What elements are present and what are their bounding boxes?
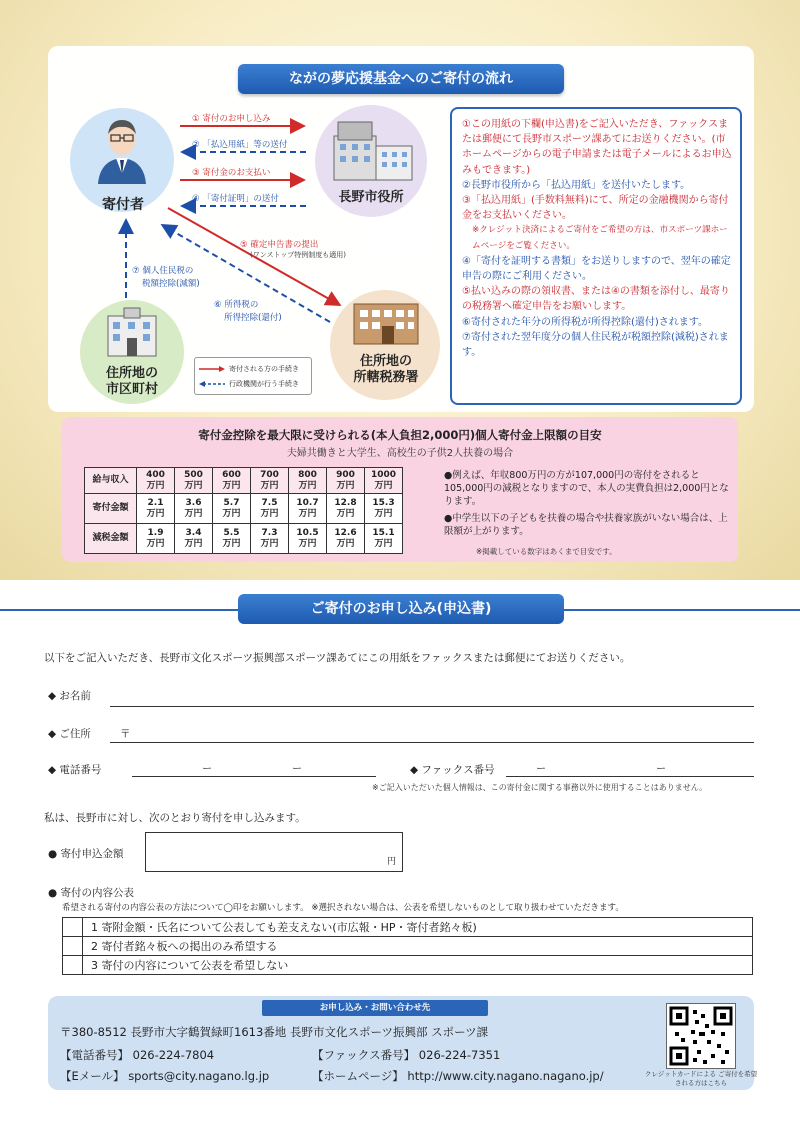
table-row — [63, 918, 753, 937]
flow-title: ながの夢応援基金へのご寄付の流れ — [238, 64, 564, 94]
step-text-3: ③「払込用紙」(手数料無料)にて、所定の金融機関から寄付金をお支払いください。 — [462, 195, 729, 222]
contact-email[interactable]: 【Eメール】 sports@city.nagano.lg.jp — [60, 1069, 270, 1083]
option-1-mark[interactable] — [63, 918, 83, 937]
flow-diagram — [60, 100, 440, 405]
row-header: 給与収入 — [85, 468, 137, 494]
limits-note-2: ●中学生以下の子どもを扶養の場合や扶養家族がいない場合は、上限額が上がります。 — [444, 513, 728, 537]
limits-note-1: ●例えば、年収800万円の方が107,000円の寄付をされると105,000円の減税となりますので、本人の実費負担は2,000円となります。 — [444, 470, 729, 507]
fax-dash-2: ー — [656, 764, 666, 775]
tax-office-label-1: 住所地の — [359, 354, 412, 369]
phone-dash-2: ー — [292, 764, 302, 775]
publish-options — [62, 917, 753, 975]
option-2[interactable]: 2 寄付者銘々板への掲出のみ希望する — [83, 937, 753, 956]
phone-label: ◆ 電話番号 — [48, 764, 102, 776]
amount-input[interactable] — [145, 832, 403, 872]
step7-label-1: ⑦ 個人住民税の — [132, 266, 194, 276]
limits-subtitle: 夫婦共働きと大学生、高校生の子供2人扶養の場合 — [286, 448, 514, 459]
form-title: ご寄付のお申し込み(申込書) — [238, 594, 564, 624]
fax-dash-1: ー — [536, 764, 546, 775]
table-row — [63, 937, 753, 956]
contact-tag: お申し込み・お問い合わせ先 — [262, 1000, 488, 1016]
step-text-5: ⑤払い込みの際の領収書、または④の書類を添付し、最寄りの税務署へ確定申告をお願いします。 — [462, 286, 730, 313]
donation-cell: 5.7 万円 — [213, 494, 251, 524]
income-cell: 600 万円 — [213, 468, 251, 494]
fax-label: ◆ ファックス番号 — [410, 764, 495, 776]
step4-label: ④ 「寄付証明」の送付 — [192, 194, 279, 204]
step-text-6: ⑥寄付された年分の所得税が所得控除(還付)されます。 — [462, 316, 708, 328]
fax-field[interactable] — [506, 776, 754, 777]
step2-label: ② 「払込用紙」等の送付 — [192, 140, 288, 150]
town-label-1: 住所地の — [105, 366, 158, 381]
contact-web[interactable]: 【ホームページ】 http://www.city.nagano.nagano.jp/ — [312, 1069, 604, 1083]
row-header: 減税金額 — [85, 524, 137, 554]
step1-label: ① 寄付のお申し込み — [192, 114, 271, 124]
limits-table — [84, 467, 403, 554]
step3-label: ③ 寄付金のお支払い — [192, 168, 271, 178]
option-3[interactable]: 3 寄付の内容について公表を希望しない — [83, 956, 753, 975]
reduction-cell: 10.5 万円 — [289, 524, 327, 554]
step6-label-2: 所得控除(還付) — [224, 313, 282, 323]
reduction-cell: 5.5 万円 — [213, 524, 251, 554]
reduction-cell: 3.4 万円 — [175, 524, 213, 554]
postal-mark: 〒 — [120, 728, 131, 740]
option-3-mark[interactable] — [63, 956, 83, 975]
city-hall-label: 長野市役所 — [338, 190, 404, 205]
legend-red-arrow-icon — [199, 366, 225, 372]
step5-note: (ワンストップ特例制度も適用) — [250, 251, 347, 259]
contact-fax: 【ファックス番号】 026-224-7351 — [312, 1048, 501, 1062]
pledge-text: 私は、長野市に対し、次のとおり寄付を申し込みます。 — [44, 812, 306, 824]
qr-code-icon[interactable] — [666, 1003, 736, 1069]
limits-disclaimer: ※掲載している数字はあくまで目安です。 — [476, 547, 617, 556]
phone-dash-1: ー — [202, 764, 212, 775]
legend-blue-arrow-icon — [199, 381, 225, 387]
legend-red-label: 寄付される方の手続き — [229, 364, 299, 373]
qr-caption: クレジットカードによる ご寄付を希望される方はこちら — [644, 1070, 758, 1087]
donation-cell: 15.3 万円 — [365, 494, 403, 524]
yen-unit: 円 — [386, 857, 396, 867]
phone-field[interactable] — [132, 776, 376, 777]
tax-office-label-2: 所轄税務署 — [353, 370, 419, 385]
limits-title: 寄付金控除を最大限に受けられる(本人負担2,000円)個人寄付金上限額の目安 — [198, 428, 602, 442]
income-cell: 400 万円 — [137, 468, 175, 494]
address-field[interactable] — [110, 742, 754, 743]
donor-label: 寄付者 — [102, 197, 144, 213]
flow-legend — [194, 357, 312, 395]
contact-address: 〒380-8512 長野市大字鶴賀緑町1613番地 長野市文化スポーツ振興部 スポーツ課 — [60, 1025, 489, 1039]
publish-note: 希望される寄付の内容公表の方法について◯印をお願いします。 ※選択されない場合は、公表を希望しないものとして取り扱わせていただきます。 — [62, 903, 624, 913]
step7-label-2: 税額控除(減額) — [142, 279, 200, 289]
qr-code-pattern — [667, 1004, 735, 1068]
step6-label-1: ⑥ 所得税の — [214, 300, 259, 310]
name-label: ◆ お名前 — [48, 690, 91, 702]
address-label: ◆ ご住所 — [48, 728, 91, 740]
row-header: 寄付金額 — [85, 494, 137, 524]
publish-label: ● 寄付の内容公表 — [48, 887, 134, 899]
reduction-cell: 1.9 万円 — [137, 524, 175, 554]
steps-box — [450, 107, 742, 405]
limits-panel — [62, 417, 738, 562]
town-label-2: 市区町村 — [105, 382, 158, 397]
table-row — [85, 468, 403, 494]
limits-notes — [444, 469, 729, 542]
table-row — [85, 524, 403, 554]
income-cell: 1000 万円 — [365, 468, 403, 494]
donation-cell: 7.5 万円 — [251, 494, 289, 524]
reduction-cell: 7.3 万円 — [251, 524, 289, 554]
step5-label: ⑤ 確定申告書の提出 — [240, 240, 319, 250]
step-text-2: ②長野市役所から「払込用紙」を送付いたします。 — [462, 179, 691, 191]
legend-blue-label: 行政機関が行う手続き — [229, 379, 299, 388]
name-field[interactable] — [110, 706, 754, 707]
income-cell: 800 万円 — [289, 468, 327, 494]
privacy-note: ※ご記入いただいた個人情報は、この寄付金に関する事務以外に使用することはありません。 — [372, 783, 708, 792]
amount-label: ● 寄付申込金額 — [48, 848, 124, 860]
table-row — [63, 956, 753, 975]
step-text-3-note: ※クレジット決済によるご寄付をご希望の方は、市スポーツ課ホームページをご覧ください。 — [472, 225, 728, 251]
reduction-cell: 15.1 万円 — [365, 524, 403, 554]
donation-cell: 10.7 万円 — [289, 494, 327, 524]
step-text-4: ④「寄付を証明する書類」をお送りしますので、翌年の確定申告の際にご利用ください。 — [462, 255, 731, 283]
donation-cell: 3.6 万円 — [175, 494, 213, 524]
income-cell: 700 万円 — [251, 468, 289, 494]
step-text-7: ⑦寄付された翌年度分の個人住民税が税額控除(減税)されます。 — [462, 331, 729, 359]
income-cell: 900 万円 — [327, 468, 365, 494]
step-text-1: ①この用紙の下欄(申込書)をご記入いただき、ファックスまたは郵便にて長野市スポーツ課あてにお送りください。(市ホームページからの電子申請または電子メールによるお申込みもできます。) — [462, 119, 732, 176]
option-2-mark[interactable] — [63, 937, 83, 956]
donation-cell: 2.1 万円 — [137, 494, 175, 524]
donation-cell: 12.8 万円 — [327, 494, 365, 524]
table-row — [85, 494, 403, 524]
income-cell: 500 万円 — [175, 468, 213, 494]
option-1[interactable]: 1 寄附金額・氏名について公表しても差支えない(市広報・HP・寄付者銘々板) — [83, 918, 753, 937]
contact-phone: 【電話番号】 026-224-7804 — [60, 1048, 215, 1062]
form-intro: 以下をご記入いただき、長野市文化スポーツ振興部スポーツ課あてにこの用紙をファックスまたは郵便にてお送りください。 — [44, 652, 631, 664]
reduction-cell: 12.6 万円 — [327, 524, 365, 554]
